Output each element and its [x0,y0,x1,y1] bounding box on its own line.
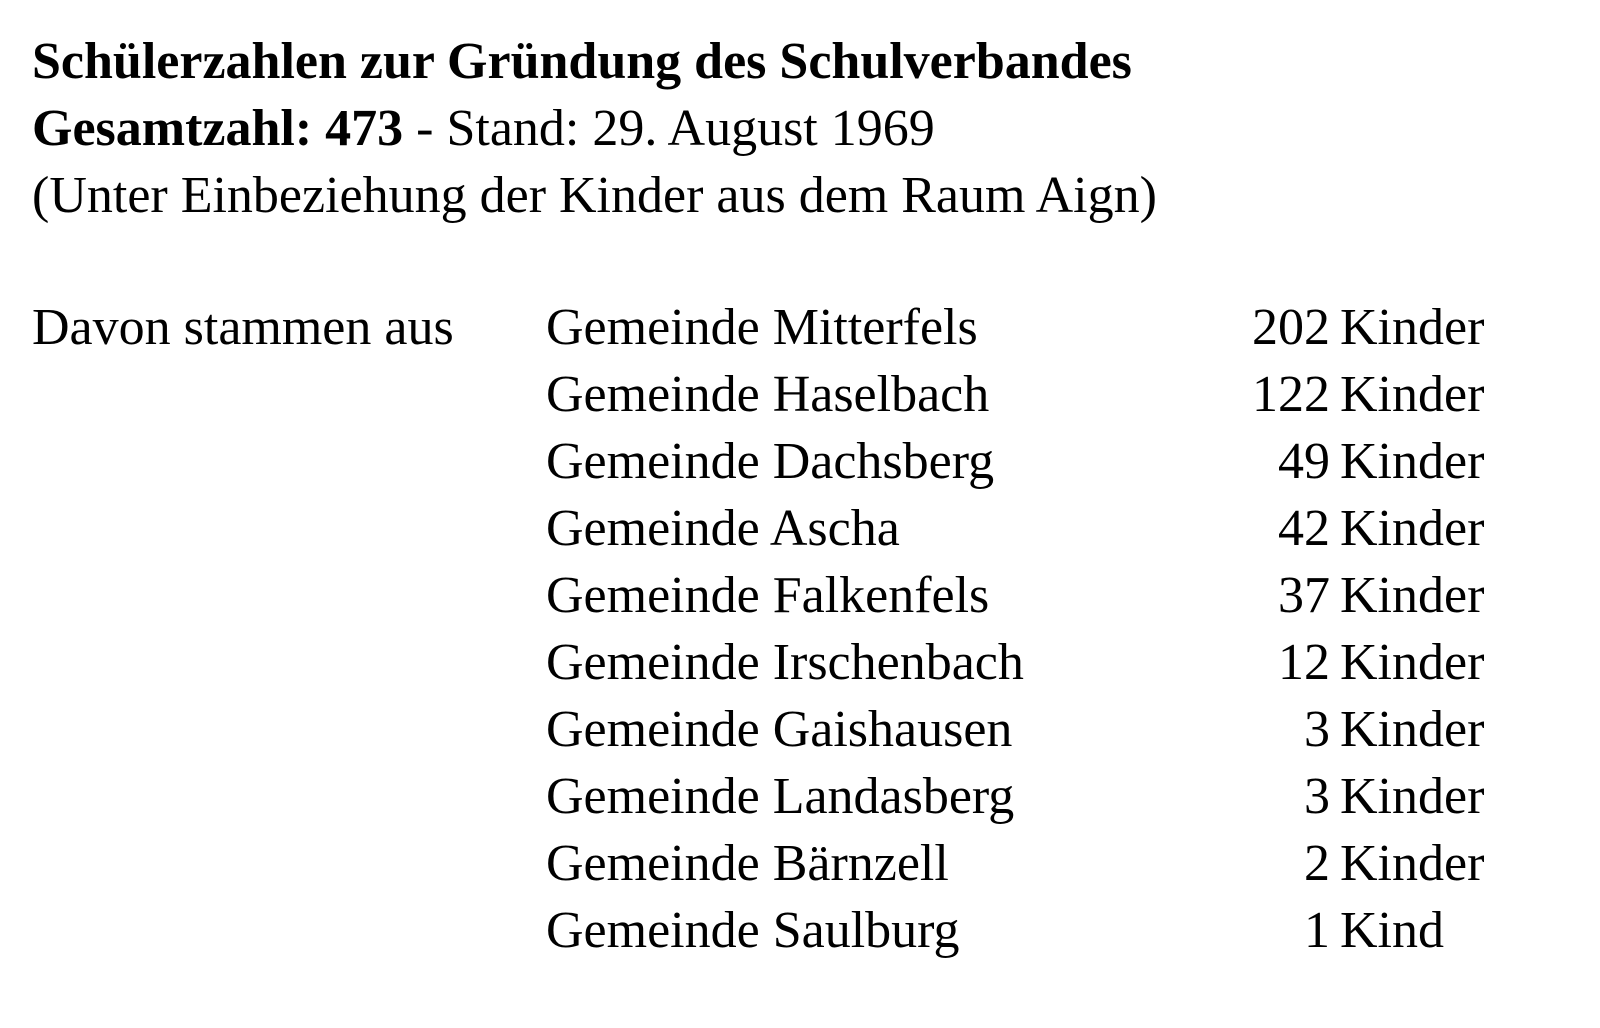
count-unit: Kinder [1340,500,1485,557]
child-count: 37 [1278,567,1330,624]
inclusion-note: (Unter Einbeziehung der Kinder aus dem Raum Aign) [32,167,1157,224]
table-row [32,897,1572,964]
count-unit: Kinder [1340,567,1485,624]
count-unit: Kinder [1340,835,1485,892]
child-count: 2 [1304,835,1330,892]
community-name: Gemeinde Mitterfels [546,299,978,356]
table-row [32,294,1572,361]
child-count: 12 [1278,634,1330,691]
child-count: 122 [1252,366,1330,423]
table-row [32,629,1572,696]
table-row [32,428,1572,495]
status-date: - Stand: 29. August 1969 [403,100,935,157]
child-count: 3 [1304,768,1330,825]
count-unit: Kinder [1340,366,1485,423]
table-row [32,495,1572,562]
count-unit: Kinder [1340,701,1485,758]
community-name: Gemeinde Haselbach [546,366,990,423]
document-title: Schülerzahlen zur Gründung des Schulverbandes [32,33,1132,90]
table-row [32,562,1572,629]
community-table [32,294,1572,964]
count-unit: Kinder [1340,768,1485,825]
document [32,28,1572,964]
community-name: Gemeinde Bärnzell [546,835,949,892]
count-unit: Kinder [1340,299,1485,356]
community-name: Gemeinde Irschenbach [546,634,1024,691]
count-unit: Kind [1340,902,1444,959]
table-row [32,361,1572,428]
community-name: Gemeinde Dachsberg [546,433,995,490]
count-unit: Kinder [1340,433,1485,490]
breakdown-lead: Davon stammen aus [32,299,454,356]
community-name: Gemeinde Gaishausen [546,701,1013,758]
community-name: Gemeinde Saulburg [546,902,960,959]
spacer [32,229,1572,294]
child-count: 202 [1252,299,1330,356]
child-count: 42 [1278,500,1330,557]
child-count: 3 [1304,701,1330,758]
total-line [32,95,1572,162]
community-name: Gemeinde Ascha [546,500,900,557]
total-label: Gesamtzahl: 473 [32,100,404,157]
table-row [32,763,1572,830]
community-name: Gemeinde Falkenfels [546,567,990,624]
table-row [32,830,1572,897]
count-unit: Kinder [1340,634,1485,691]
child-count: 1 [1304,902,1330,959]
community-name: Gemeinde Landasberg [546,768,1015,825]
table-row [32,696,1572,763]
child-count: 49 [1278,433,1330,490]
